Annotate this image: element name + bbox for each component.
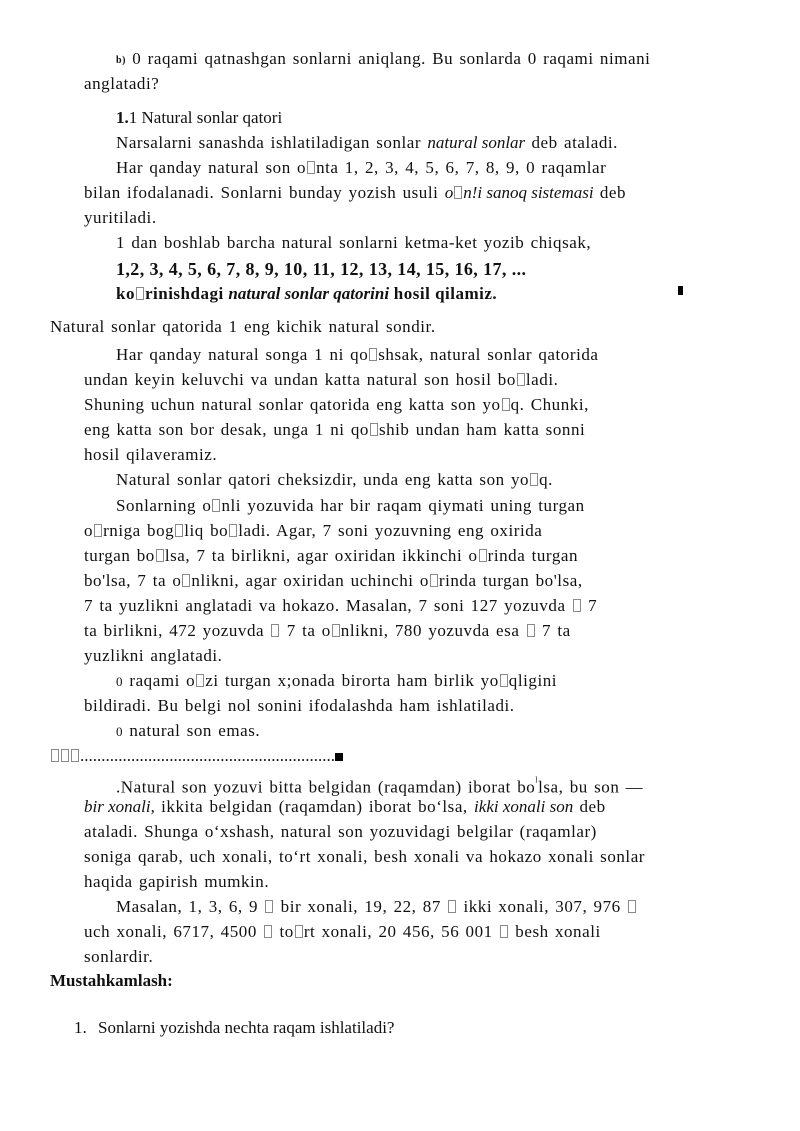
term-emphasis: natural sonlar qatorini xyxy=(228,284,390,303)
missing-glyph-box xyxy=(265,900,273,913)
term-emphasis: bir xonali, xyxy=(84,797,155,816)
missing-glyph-box xyxy=(573,599,581,612)
missing-glyph-box xyxy=(307,161,315,174)
missing-glyph-box xyxy=(500,674,508,687)
paragraph-line: Natural sonlar qatori cheksizdir, unda eng katta son yo q. xyxy=(116,470,553,489)
missing-glyph-box xyxy=(628,900,636,913)
paragraph-line: Shuning uchun natural sonlar qatorida eng katta son yo q. Chunki, xyxy=(84,395,589,414)
item-marker: b) xyxy=(116,55,126,66)
zero-marker: 0 xyxy=(116,674,124,689)
end-mark xyxy=(335,753,343,761)
paragraph-line: bo'lsa, 7 ta o nlikni, agar oxiridan uchinchi o rinda turgan bo'lsa, xyxy=(84,571,583,590)
missing-glyph-box xyxy=(51,749,59,762)
line-text: 0 raqami qatnashgan sonlarni aniqlang. Bu sonlarda 0 raqami nimani xyxy=(126,49,651,68)
definition-line: Natural sonlar qatorida 1 eng kichik natural sondir. xyxy=(50,317,436,336)
paragraph-line: ataladi. Shunga o‘xshash, natural son yozuvidagi belgilar (raqamlar) xyxy=(84,822,597,841)
missing-glyph-box xyxy=(156,549,164,562)
paragraph-line: ko rinishdagi natural sonlar qatorini hosil qilamiz. xyxy=(116,284,498,303)
missing-glyph-box xyxy=(175,524,183,537)
term-emphasis: ikki xonali son xyxy=(474,797,574,816)
missing-glyph-box xyxy=(196,674,204,687)
paragraph-line: bildiradi. Bu belgi nol sonini ifodalashda ham ishlatiladi. xyxy=(84,696,515,715)
paragraph-line: undan keyin keluvchi va undan katta natural son hosil bo ladi. xyxy=(84,370,559,389)
section-number: 1. xyxy=(116,108,129,127)
paragraph-line: Masalan, 1, 3, 6, 9 bir xonali, 19, 22, 87 ikki xonali, 307, 976 xyxy=(116,895,637,919)
paragraph-line: ta birlikni, 472 yozuvda 7 ta o nlikni, 780 yozuvda esa 7 ta xyxy=(84,621,571,640)
number-sequence: 1,2, 3, 4, 5, 6, 7, 8, 9, 10, 11, 12, 13, 14, 15, 16, 17, ... xyxy=(116,259,527,279)
question-text: Sonlarni yozishda nechta raqam ishlatiladi? xyxy=(98,1018,395,1037)
section-heading: Mustahkamlash: xyxy=(50,971,173,990)
paragraph-line: 0 raqami o zi turgan x;onada birorta ham birlik yo qligini xyxy=(116,671,558,690)
paragraph-line: turgan bo lsa, 7 ta birlikni, agar oxiridan ikkinchi o rinda turgan xyxy=(84,546,579,565)
missing-glyph-box xyxy=(430,574,438,587)
section-title: 1 Natural sonlar qatori xyxy=(128,108,283,127)
missing-glyph-box xyxy=(448,900,456,913)
missing-glyph-box xyxy=(370,423,378,436)
paragraph-line: bilan ifodalanadi. Sonlarni bunday yozish usuli o n!i sanoq sistemasi deb xyxy=(84,183,627,202)
paragraph-line: haqida gapirish mumkin. xyxy=(84,872,270,891)
dot-leader: ............................................................ xyxy=(80,746,335,765)
missing-glyph-box xyxy=(479,549,487,562)
missing-glyph-box xyxy=(61,749,69,762)
paragraph-line: eng katta son bor desak, unga 1 ni qo shib undan ham katta sonni xyxy=(84,420,586,439)
missing-glyph-box xyxy=(527,624,535,637)
section-heading xyxy=(116,106,282,130)
paragraph-line: o rniga bog liq bo ladi. Agar, 7 soni yozuvning eng oxirida xyxy=(84,521,543,540)
missing-glyph-box xyxy=(136,287,144,300)
missing-glyph-box xyxy=(500,925,508,938)
paragraph-line: Sonlarning o nli yozuvida har bir raqam qiymati uning turgan xyxy=(116,496,585,515)
paragraph-line: yuritiladi. xyxy=(84,208,157,227)
paragraph-line: soniga qarab, uch xonali, to‘rt xonali, besh xonali va hokazo xonali sonlar xyxy=(84,847,646,866)
term-emphasis: o xyxy=(444,183,454,202)
dotted-separator xyxy=(50,744,343,768)
missing-glyph-box xyxy=(71,749,79,762)
missing-glyph-box xyxy=(271,624,279,637)
missing-glyph-box xyxy=(454,186,462,199)
paragraph-line: .Natural son yozuvi bitta belgidan (raqamdan) iborat $bo^ˡlsa$, bu son — xyxy=(116,774,644,797)
paragraph-line: yuzlikni anglatadi. xyxy=(84,646,223,665)
missing-glyph-box xyxy=(264,925,272,938)
term-emphasis: n!i sanoq sistemasi xyxy=(463,183,594,202)
paragraph-line: Narsalarni sanashda ishlatiladigan sonlar natural sonlar deb ataladi. xyxy=(116,133,618,152)
paragraph-line: 1 dan boshlab barcha natural sonlarni ketma-ket yozib chiqsak, xyxy=(116,233,592,252)
paragraph-line: anglatadi? xyxy=(84,74,160,93)
missing-glyph-box xyxy=(517,373,525,386)
paragraph-line: 7 ta yuzlikni anglatadi va hokazo. Masalan, 7 soni 127 yozuvda 7 xyxy=(84,596,598,615)
paragraph-line: Har qanday natural songa 1 ni qo shsak, natural sonlar qatorida xyxy=(116,345,599,364)
missing-glyph-box xyxy=(94,524,102,537)
paragraph-line: hosil qilaveramiz. xyxy=(84,445,218,464)
missing-glyph-box xyxy=(332,624,340,637)
term-emphasis: natural sonlar xyxy=(427,133,526,152)
paragraph-line: bir xonali, ikkita belgidan (raqamdan) iborat bo‘lsa, ikki xonali son deb xyxy=(84,797,606,816)
paragraph-line: uch xonali, 6717, 4500 to rt xonali, 20 456, 56 001 besh xonali xyxy=(84,922,601,941)
missing-glyph-box xyxy=(502,398,510,411)
paragraph-line: sonlardir. xyxy=(84,947,154,966)
missing-glyph-box xyxy=(369,348,377,361)
end-mark xyxy=(678,286,683,295)
paragraph-line: Har qanday natural son o nta 1, 2, 3, 4, 5, 6, 7, 8, 9, 0 raqamlar xyxy=(116,158,607,177)
question-item xyxy=(74,1016,394,1040)
question-number: 1. xyxy=(74,1018,87,1037)
paragraph-line: 0 natural son emas. xyxy=(116,721,261,740)
missing-glyph-box xyxy=(295,925,303,938)
paragraph-line xyxy=(116,47,650,73)
missing-glyph-box xyxy=(182,574,190,587)
missing-glyph-box xyxy=(212,499,220,512)
zero-marker: 0 xyxy=(116,724,124,739)
missing-glyph-box xyxy=(229,524,237,537)
missing-glyph-box xyxy=(530,473,538,486)
